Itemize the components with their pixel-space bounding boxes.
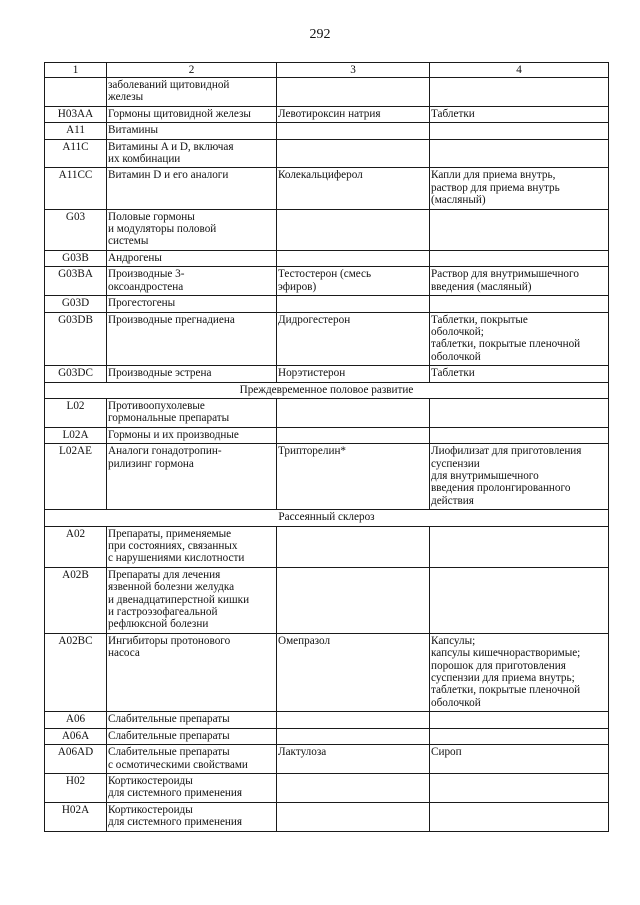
- atc-code-cell: A11CC: [45, 168, 107, 209]
- atc-name-cell: Прогестогены: [107, 296, 277, 312]
- atc-code-cell: L02AE: [45, 444, 107, 510]
- drug-name-cell: Левотироксин натрия: [277, 106, 430, 122]
- atc-name-cell: Слабительные препараты: [107, 728, 277, 744]
- table-row: [45, 802, 609, 831]
- drug-name-cell: [277, 728, 430, 744]
- atc-name-cell: Ингибиторы протонового насоса: [107, 633, 277, 711]
- atc-code-cell: A02: [45, 526, 107, 567]
- atc-name-cell: Витамины A и D, включая их комбинации: [107, 139, 277, 168]
- atc-name-cell: Слабительные препараты с осмотическими свойствами: [107, 745, 277, 774]
- dosage-form-cell: [430, 139, 609, 168]
- drug-name-cell: Трипторелин*: [277, 444, 430, 510]
- atc-name-cell: Андрогены: [107, 250, 277, 266]
- atc-name-cell: Кортикостероиды для системного применения: [107, 802, 277, 831]
- dosage-form-cell: [430, 567, 609, 633]
- atc-code-cell: G03D: [45, 296, 107, 312]
- table-row: [45, 267, 609, 296]
- atc-code-cell: H02: [45, 773, 107, 802]
- table-row: [45, 427, 609, 443]
- column-number-cell: 2: [107, 63, 277, 78]
- atc-name-cell: Аналоги гонадотропин- рилизинг гормона: [107, 444, 277, 510]
- column-number-cell: 1: [45, 63, 107, 78]
- drug-name-cell: Тестостерон (смесь эфиров): [277, 267, 430, 296]
- atc-name-cell: Гормоны и их производные: [107, 427, 277, 443]
- dosage-form-cell: [430, 123, 609, 139]
- atc-name-cell: Производные эстрена: [107, 366, 277, 382]
- atc-code-cell: A06AD: [45, 745, 107, 774]
- atc-code-cell: G03DC: [45, 366, 107, 382]
- column-number-row: [45, 63, 609, 78]
- dosage-form-cell: [430, 526, 609, 567]
- drug-name-cell: [277, 427, 430, 443]
- section-header-row: [45, 510, 609, 526]
- drug-name-cell: [277, 712, 430, 728]
- drug-name-cell: Колекальциферол: [277, 168, 430, 209]
- dosage-form-cell: [430, 728, 609, 744]
- atc-code-cell: A06: [45, 712, 107, 728]
- dosage-form-cell: [430, 773, 609, 802]
- table-row: [45, 312, 609, 366]
- table-row: [45, 139, 609, 168]
- drug-name-cell: [277, 296, 430, 312]
- dosage-form-cell: Капсулы; капсулы кишечнорастворимые; порошок для приготовления суспензии для приема внутрь; таблетки, покрытые пленочной оболочкой: [430, 633, 609, 711]
- page-number: 292: [309, 27, 331, 42]
- atc-code-cell: G03B: [45, 250, 107, 266]
- atc-code-cell: G03: [45, 209, 107, 250]
- table-row: [45, 78, 609, 107]
- drug-name-cell: [277, 567, 430, 633]
- drug-name-cell: [277, 250, 430, 266]
- dosage-form-cell: Капли для приема внутрь, раствор для приема внутрь (масляный): [430, 168, 609, 209]
- table-row: [45, 398, 609, 427]
- atc-name-cell: Препараты для лечения язвенной болезни желудка и двенадцатиперстной кишки и гастроэзофагеальной рефлюксной болезни: [107, 567, 277, 633]
- table-row: [45, 106, 609, 122]
- dosage-form-cell: Лиофилизат для приготовления суспензии для внутримышечного введения пролонгированного действия: [430, 444, 609, 510]
- section-title: Рассеянный склероз: [45, 510, 609, 526]
- drug-name-cell: [277, 398, 430, 427]
- drug-name-cell: Норэтистерон: [277, 366, 430, 382]
- drug-name-cell: [277, 209, 430, 250]
- dosage-form-cell: [430, 250, 609, 266]
- drug-name-cell: Лактулоза: [277, 745, 430, 774]
- atc-code-cell: L02A: [45, 427, 107, 443]
- atc-code-cell: A11: [45, 123, 107, 139]
- atc-name-cell: Витамин D и его аналоги: [107, 168, 277, 209]
- dosage-form-cell: [430, 296, 609, 312]
- dosage-form-cell: Раствор для внутримышечного введения (масляный): [430, 267, 609, 296]
- table-row: [45, 712, 609, 728]
- atc-code-cell: A06A: [45, 728, 107, 744]
- table-row: [45, 526, 609, 567]
- atc-name-cell: Кортикостероиды для системного применения: [107, 773, 277, 802]
- drug-name-cell: [277, 526, 430, 567]
- dosage-form-cell: [430, 427, 609, 443]
- atc-code-cell: L02: [45, 398, 107, 427]
- dosage-form-cell: [430, 78, 609, 107]
- atc-code-cell: G03DB: [45, 312, 107, 366]
- atc-code-cell: A02B: [45, 567, 107, 633]
- drug-name-cell: [277, 802, 430, 831]
- atc-name-cell: Препараты, применяемые при состояниях, связанных с нарушениями кислотности: [107, 526, 277, 567]
- atc-code-cell: [45, 78, 107, 107]
- drug-name-cell: [277, 78, 430, 107]
- section-title: Преждевременное половое развитие: [45, 382, 609, 398]
- dosage-form-cell: [430, 398, 609, 427]
- drug-name-cell: [277, 123, 430, 139]
- drug-name-cell: Дидрогестерон: [277, 312, 430, 366]
- table-row: [45, 633, 609, 711]
- table-row: [45, 728, 609, 744]
- table-row: [45, 250, 609, 266]
- atc-name-cell: Противоопухолевые гормональные препараты: [107, 398, 277, 427]
- table-row: [45, 567, 609, 633]
- table-row: [45, 773, 609, 802]
- atc-code-cell: A11C: [45, 139, 107, 168]
- drug-name-cell: [277, 139, 430, 168]
- section-header-row: [45, 382, 609, 398]
- table-row: [45, 366, 609, 382]
- column-number-cell: 4: [430, 63, 609, 78]
- table-row: [45, 745, 609, 774]
- drug-name-cell: [277, 773, 430, 802]
- column-number-cell: 3: [277, 63, 430, 78]
- table-row: [45, 168, 609, 209]
- table-row: [45, 296, 609, 312]
- dosage-form-cell: [430, 209, 609, 250]
- atc-name-cell: Гормоны щитовидной железы: [107, 106, 277, 122]
- dosage-form-cell: Сироп: [430, 745, 609, 774]
- dosage-form-cell: [430, 712, 609, 728]
- atc-name-cell: Производные 3- оксоандростена: [107, 267, 277, 296]
- table-row: [45, 123, 609, 139]
- atc-code-cell: A02BC: [45, 633, 107, 711]
- atc-name-cell: Половые гормоны и модуляторы половой системы: [107, 209, 277, 250]
- atc-name-cell: Слабительные препараты: [107, 712, 277, 728]
- atc-name-cell: Производные прегнадиена: [107, 312, 277, 366]
- dosage-form-cell: Таблетки: [430, 366, 609, 382]
- atc-code-cell: H03AA: [45, 106, 107, 122]
- table-row: [45, 444, 609, 510]
- dosage-form-cell: [430, 802, 609, 831]
- table-body: [45, 63, 609, 832]
- drug-name-cell: Омепразол: [277, 633, 430, 711]
- dosage-form-cell: Таблетки: [430, 106, 609, 122]
- atc-code-cell: G03BA: [45, 267, 107, 296]
- medication-table: [44, 62, 609, 832]
- dosage-form-cell: Таблетки, покрытые оболочкой; таблетки, покрытые пленочной оболочкой: [430, 312, 609, 366]
- table-row: [45, 209, 609, 250]
- atc-name-cell: заболеваний щитовидной железы: [107, 78, 277, 107]
- atc-name-cell: Витамины: [107, 123, 277, 139]
- atc-code-cell: H02A: [45, 802, 107, 831]
